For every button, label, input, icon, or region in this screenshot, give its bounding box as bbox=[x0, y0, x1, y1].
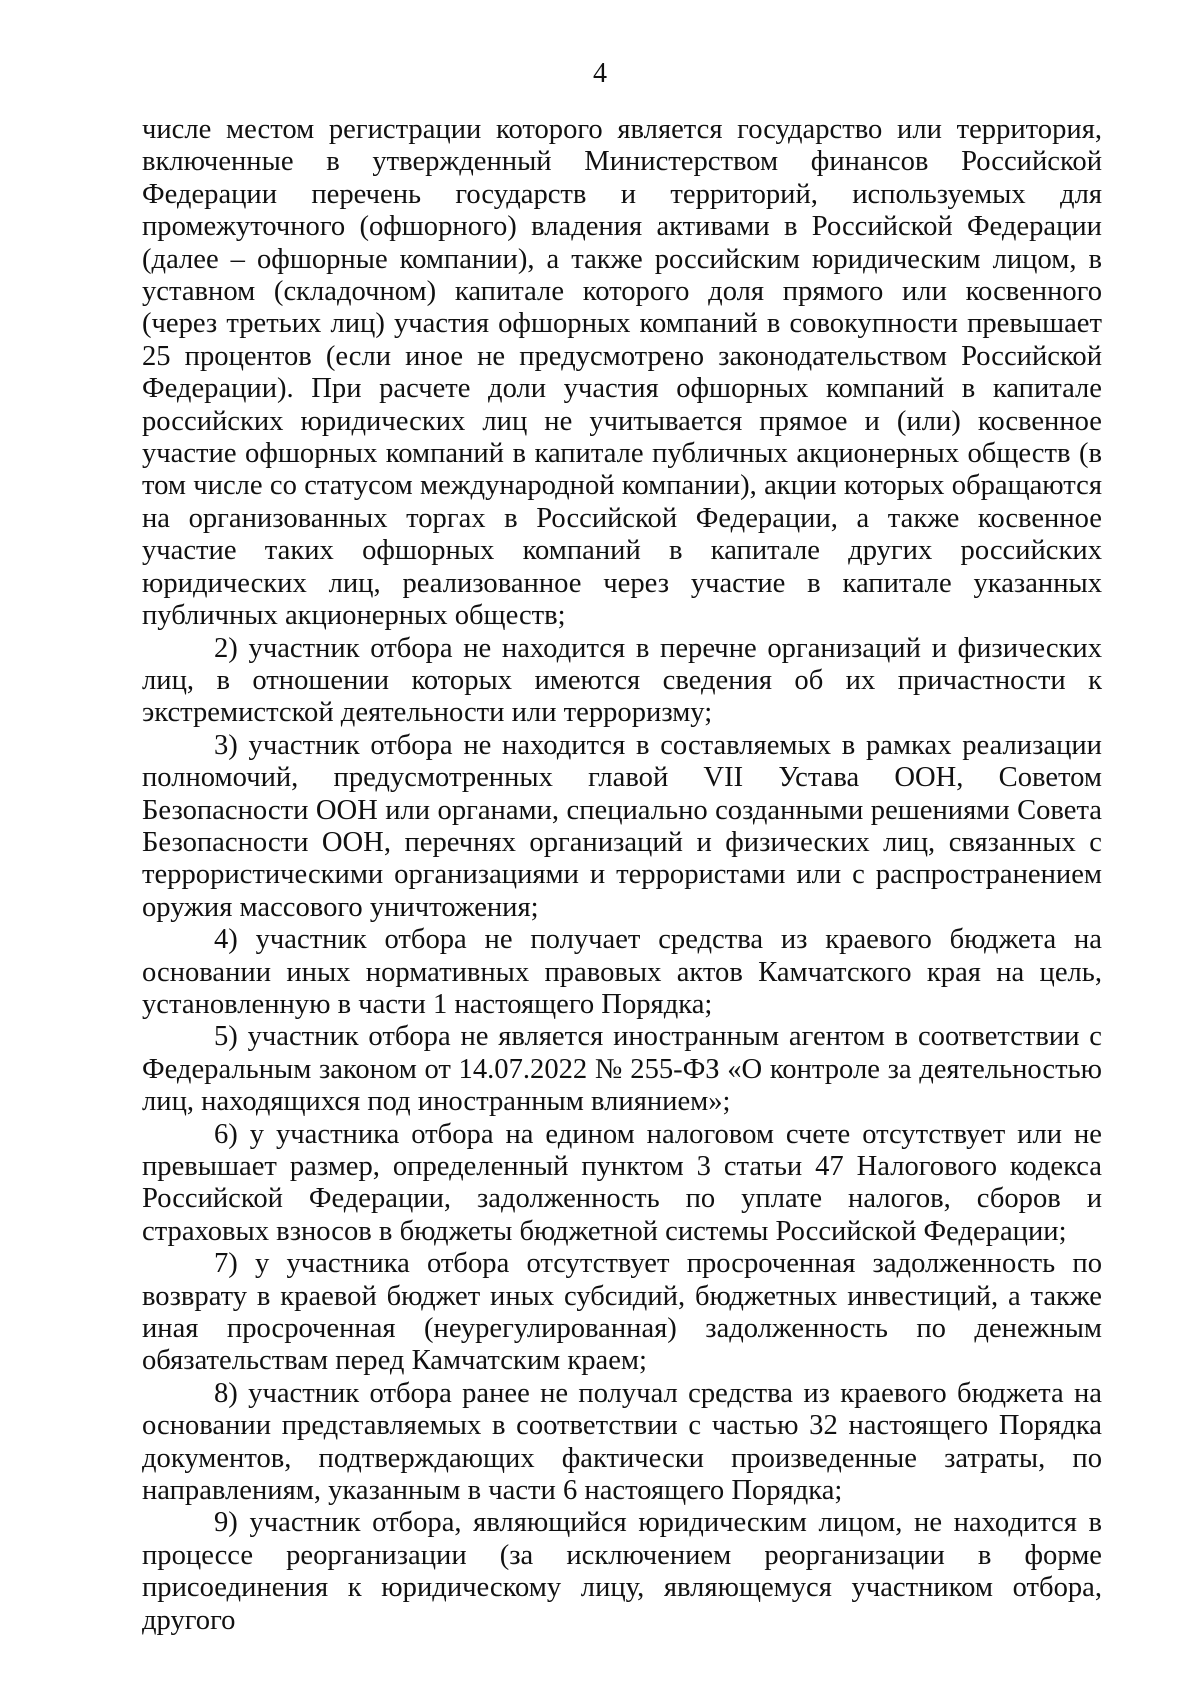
document-body bbox=[142, 114, 1102, 1637]
page-number: 4 bbox=[593, 58, 607, 89]
paragraph-item-4: 4) участник отбора не получает средства из краевого бюджета на основании иных нормативных правовых актов Камчатского края на цель, установленную в части 1 настоящего Порядка; bbox=[142, 924, 1102, 1020]
paragraph-item-7: 7) у участника отбора отсутствует просроченная задолженность по возврату в краевой бюджет иных субсидий, бюджетных инвестиций, а также иная просроченная (неурегулированная) задолженность по денежным обязательствам перед Камчатским краем; bbox=[142, 1248, 1102, 1377]
paragraph-item-5: 5) участник отбора не является иностранным агентом в соответствии с Федеральным законом от 14.07.2022 № 255-ФЗ «О контроле за деятельностью лиц, находящихся под иностранным влиянием»; bbox=[142, 1021, 1102, 1118]
paragraph-item-2: 2) участник отбора не находится в перечне организаций и физических лиц, в отношении которых имеются сведения об их причастности к экстремистской деятельности или терроризму; bbox=[142, 632, 1102, 729]
paragraph-item-3: 3) участник отбора не находится в составляемых в рамках реализации полномочий, предусмотренных главой VII Устава ООН, Советом Безопасности ООН или органами, специально созданными решениями Совета Безопасности ООН, перечнях организаций и физических лиц, связанных с террористическими организациями и террористами или с распространением оружия массового уничтожения; bbox=[142, 729, 1102, 923]
paragraph-continuation: числе местом регистрации которого является государство или территория, включенные в утвержденный Министерством финансов Российской Федерации перечень государств и территорий, используемых для промежуточного (офшорного) владения активами в Российской Федерации (далее – офшорные компании), а также российским юридическим лицом, в уставном (складочном) капитале которого доля прямого или косвенного (через третьих лиц) участия офшорных компаний в совокупности превышает 25 процентов (если иное не предусмотрено законодательством Российской Федерации). При расчете доли участия офшорных компаний в капитале российских юридических лиц не учитывается прямое и (или) косвенное участие офшорных компаний в капитале публичных акционерных обществ (в том числе со статусом международной компании), акции которых обращаются на организованных торгах в Российской Федерации, а также косвенное участие таких офшорных компаний в капитале других российских юридических лиц, реализованное через участие в капитале указанных публичных акционерных обществ; bbox=[142, 114, 1102, 632]
paragraph-item-9: 9) участник отбора, являющийся юридическим лицом, не находится в процессе реорганизации (за исключением реорганизации в форме присоединения к юридическому лицу, являющемуся участником отбора, другого bbox=[142, 1507, 1102, 1636]
paragraph-item-8: 8) участник отбора ранее не получал средства из краевого бюджета на основании представляемых в соответствии с частью 32 настоящего Порядка документов, подтверждающих фактически произведенные затраты, по направлениям, указанным в части 6 настоящего Порядка; bbox=[142, 1377, 1102, 1507]
paragraph-item-6: 6) у участника отбора на едином налоговом счете отсутствует или не превышает размер, определенный пунктом 3 статьи 47 Налогового кодекса Российской Федерации, задолженность по уплате налогов, сборов и страховых взносов в бюджеты бюджетной системы Российской Федерации; bbox=[142, 1118, 1102, 1247]
